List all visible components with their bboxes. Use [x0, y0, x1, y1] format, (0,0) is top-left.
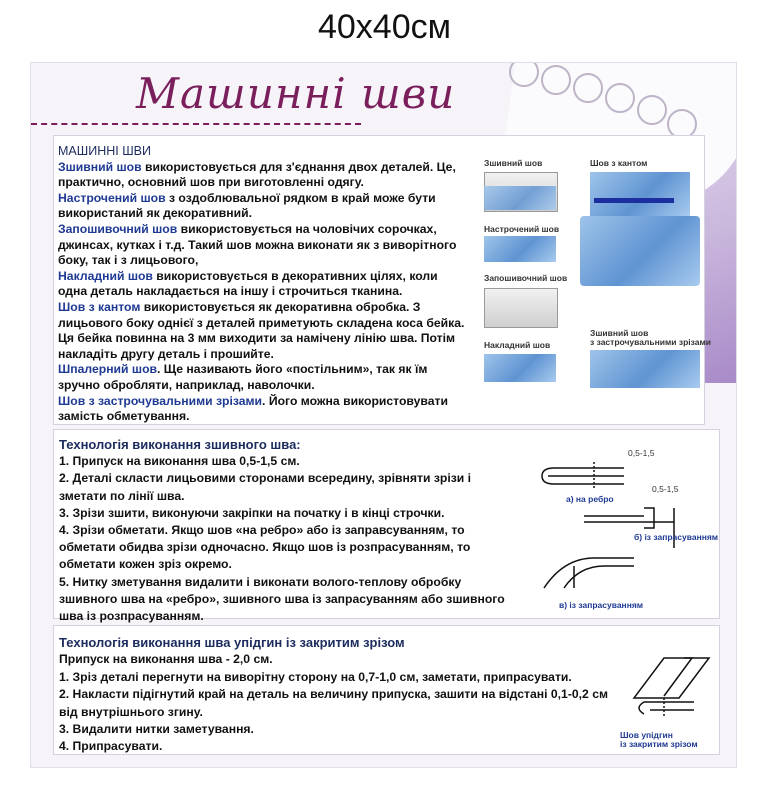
tech2-panel [53, 625, 720, 755]
tech2-heading: Технологія виконання шва упідгин із закритим зрізом [59, 635, 405, 650]
title-divider [31, 123, 361, 125]
diagram-caption: а) на ребро [566, 494, 614, 504]
seam-item: Накладний шов використовується в декоративних цілях, коли одна деталь накладається на іншу і строчиться тканина. [58, 268, 438, 299]
tech1-text [59, 436, 509, 625]
spiral-ring-icon [541, 65, 571, 95]
tech1-panel [53, 429, 720, 624]
tech1-step: 5. Нитку зметування видалити і виконати волого-теплову обробку зшивного шва на «ребро», зшивного шва із запрасуванням або зшивного шва із розпрасуванням. [59, 574, 505, 624]
figure-label-zaposhyvochnyi: Запошивочний шов [484, 273, 568, 283]
seam-item: Настрочений шов з оздоблювальної рядком в край може бути використаний як декоративний. [58, 190, 436, 221]
figure-label-nastrochenyi: Настрочений шов [484, 224, 560, 234]
seam-sample-image [484, 236, 556, 262]
seam-item: Шов з застрочувальними зрізами. Його можна використовувати замість обметування. [58, 393, 448, 424]
tech2-step: 2. Накласти підігнутий край на деталь на величину припуска, зашити на відстані 0,1-0,2 см від внутрішнього згину. [59, 687, 609, 719]
diagram-caption: Шов упідгин [620, 730, 673, 740]
diagram-fold-line [644, 508, 654, 528]
figure-label-kant: Шов з кантом [590, 158, 648, 168]
tech2-step: Припуск на виконання шва - 2,0 см. [59, 652, 273, 667]
seam-sample-image [580, 216, 700, 286]
seam-item: Зшивний шов використовується для з'єднання двох деталей. Це, практично, основний шов при виготовленні одягу. [58, 159, 456, 190]
seam-item: Запошивочний шов використовується на чоловічих сорочках, джинсах, кутках і т.д. Такий шов можна виконати як з виворітного боку, так і з лицьового, [58, 221, 457, 268]
tech2-step: 1. Зріз деталі перегнути на виворітну сторону на 0,7-1,0 см, заметати, припрасувати. [59, 669, 572, 684]
tech1-step: 2. Деталі скласти лицьовими сторонами всередину, зрівняти зрізи і зметати по лінії шва. [59, 471, 472, 503]
figure-label-zrizy-1: Зшивний шов [590, 328, 649, 338]
diagram-fabric-line [544, 558, 634, 588]
seam-item: Шпалерний шов. Ще називають його «постільним», так як їм зручно обробляти, наприклад, наволочки. [58, 362, 428, 392]
seam-sample-image [484, 288, 558, 328]
seam-item: Шов з кантом використовується як декоративна обробка. З лицьового боку однієї з деталей приметують складена коса бейка. Ця бейка повинна на 3 мм виходити за намічену лінію шва. Потім накладіть другу деталь і прошийте. [58, 299, 465, 361]
piping-strip [594, 198, 674, 203]
seams-panel [53, 135, 711, 425]
seam-diagram [524, 438, 714, 608]
diagram-caption: в) із запрасуванням [559, 600, 644, 610]
diagram-fold-line [639, 702, 694, 714]
size-label: 40x40см [317, 8, 451, 46]
tech2-text [59, 634, 619, 756]
diagram-caption: із закритим зрізом [620, 739, 698, 749]
dimension-label: 0,5-1,5 [628, 448, 655, 458]
seams-description [58, 144, 468, 425]
page-title: Машинні шви [136, 69, 456, 118]
diagram-fabric-line [634, 658, 709, 698]
seams-heading: МАШИННІ ШВИ [58, 144, 151, 158]
seam-sample-image [484, 354, 556, 382]
spiral-ring-icon [637, 95, 667, 125]
seam-sample-image [590, 172, 690, 216]
figure-label-zshyvnyi: Зшивний шов [484, 158, 543, 168]
tech1-heading: Технологія виконання зшивного шва: [59, 437, 301, 452]
figure-label-nakladnyi: Накладний шов [484, 340, 551, 350]
spiral-ring-icon [605, 83, 635, 113]
tech1-step: 4. Зрізи обметати. Якщо шов «на ребро» або із заправсуванням, то обметати обидва зрізи одночасно. Якщо шов із розпрасуванням, то обметати кожен зріз окремо. [59, 523, 471, 572]
diagram-fold-line [664, 658, 692, 696]
tech2-step: 4. Припрасувати. [59, 739, 163, 754]
diagram-caption: б) із запрасуванням [634, 532, 719, 542]
figure-label-zrizy-2: з застрочувальними зрізами [590, 337, 711, 347]
tech2-step: 3. Видалити нитки заметування. [59, 722, 254, 737]
seam-sample-image [484, 186, 556, 210]
hem-seam-diagram [624, 638, 714, 728]
dimension-label: 0,5-1,5 [652, 484, 679, 494]
tech1-step: 1. Припуск на виконання шва 0,5-1,5 см. [59, 454, 300, 469]
seam-sample-image [590, 350, 700, 388]
poster-board [30, 62, 737, 768]
spiral-ring-icon [573, 73, 603, 103]
tech1-step: 3. Зрізи зшити, виконуючи закріпки на початку і в кінці строчки. [59, 505, 445, 520]
